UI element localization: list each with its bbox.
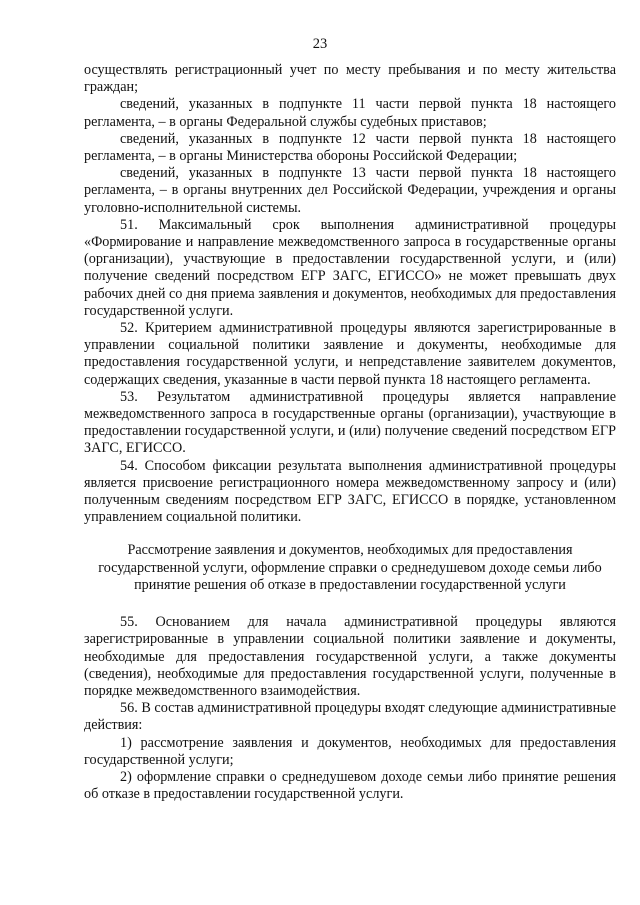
paragraph: 52. Критерием административной процедуры являются зарегистрированные в управлении социальной политики заявление и документы, необходимые для предоставления государственной услуги, и непредставление заявителем документов, содержащих сведения, указанные в части первой пункта 18 настоящего регламента. bbox=[84, 320, 616, 388]
paragraph: 51. Максимальный срок выполнения административной процедуры «Формирование и направление межведомственного запроса в государственные органы (организации), участвующие в предоставлении государственной услуги, и (или) получение сведений посредством ЕГР ЗАГС, ЕГИССО» не может превышать двух рабочих дней со дня приема заявления и документов, необходимых для предоставления государственной услуги. bbox=[84, 216, 616, 319]
spacer bbox=[84, 526, 616, 542]
paragraph: 56. В состав административной процедуры входят следующие административные действия: bbox=[84, 700, 616, 734]
paragraph: 1) рассмотрение заявления и документов, необходимых для предоставления государственной услуги; bbox=[84, 734, 616, 768]
section-heading: Рассмотрение заявления и документов, необходимых для предоставления государственной услуги, оформление справки о среднедушевом доходе семьи либо принятие решения об отказе в предоставлении государственной услуги bbox=[98, 542, 602, 593]
paragraph: осуществлять регистрационный учет по месту пребывания и по месту жительства граждан; bbox=[84, 62, 616, 96]
paragraph: сведений, указанных в подпункте 11 части первой пункта 18 настоящего регламента, – в органы Федеральной службы судебных приставов; bbox=[84, 96, 616, 130]
paragraph: 53. Результатом административной процедуры является направление межведомственного запроса в государственные органы (организации), участвующие в предоставлении государственной услуги, и (или) получение сведений посредством ЕГР ЗАГС, ЕГИССО. bbox=[84, 388, 616, 457]
spacer bbox=[84, 594, 616, 614]
paragraph: сведений, указанных в подпункте 13 части первой пункта 18 настоящего регламента, – в органы внутренних дел Российской Федерации, учреждения и органы уголовно-исполнительной системы. bbox=[84, 165, 616, 216]
paragraph: 55. Основанием для начала административной процедуры являются зарегистрированные в управлении социальной политики заявление и документы, необходимые для предоставления государственной услуги, а также документы (сведения), необходимые для предоставления государственной услуги, полученные в порядке межведомственного взаимодействия. bbox=[84, 614, 616, 699]
paragraph: сведений, указанных в подпункте 12 части первой пункта 18 настоящего регламента, – в органы Министерства обороны Российской Федерации; bbox=[84, 130, 616, 165]
page-number: 23 bbox=[312, 36, 328, 52]
paragraph: 2) оформление справки о среднедушевом доходе семьи либо принятие решения об отказе в предоставлении государственной услуги. bbox=[84, 768, 616, 803]
paragraph: 54. Способом фиксации результата выполнения административной процедуры является присвоение регистрационного номера межведомственному запросу и (или) полученным сведениям посредством ЕГР ЗАГС, ЕГИССО в порядке, установленном управлением социальной политики. bbox=[84, 457, 616, 526]
document-body bbox=[84, 62, 616, 803]
